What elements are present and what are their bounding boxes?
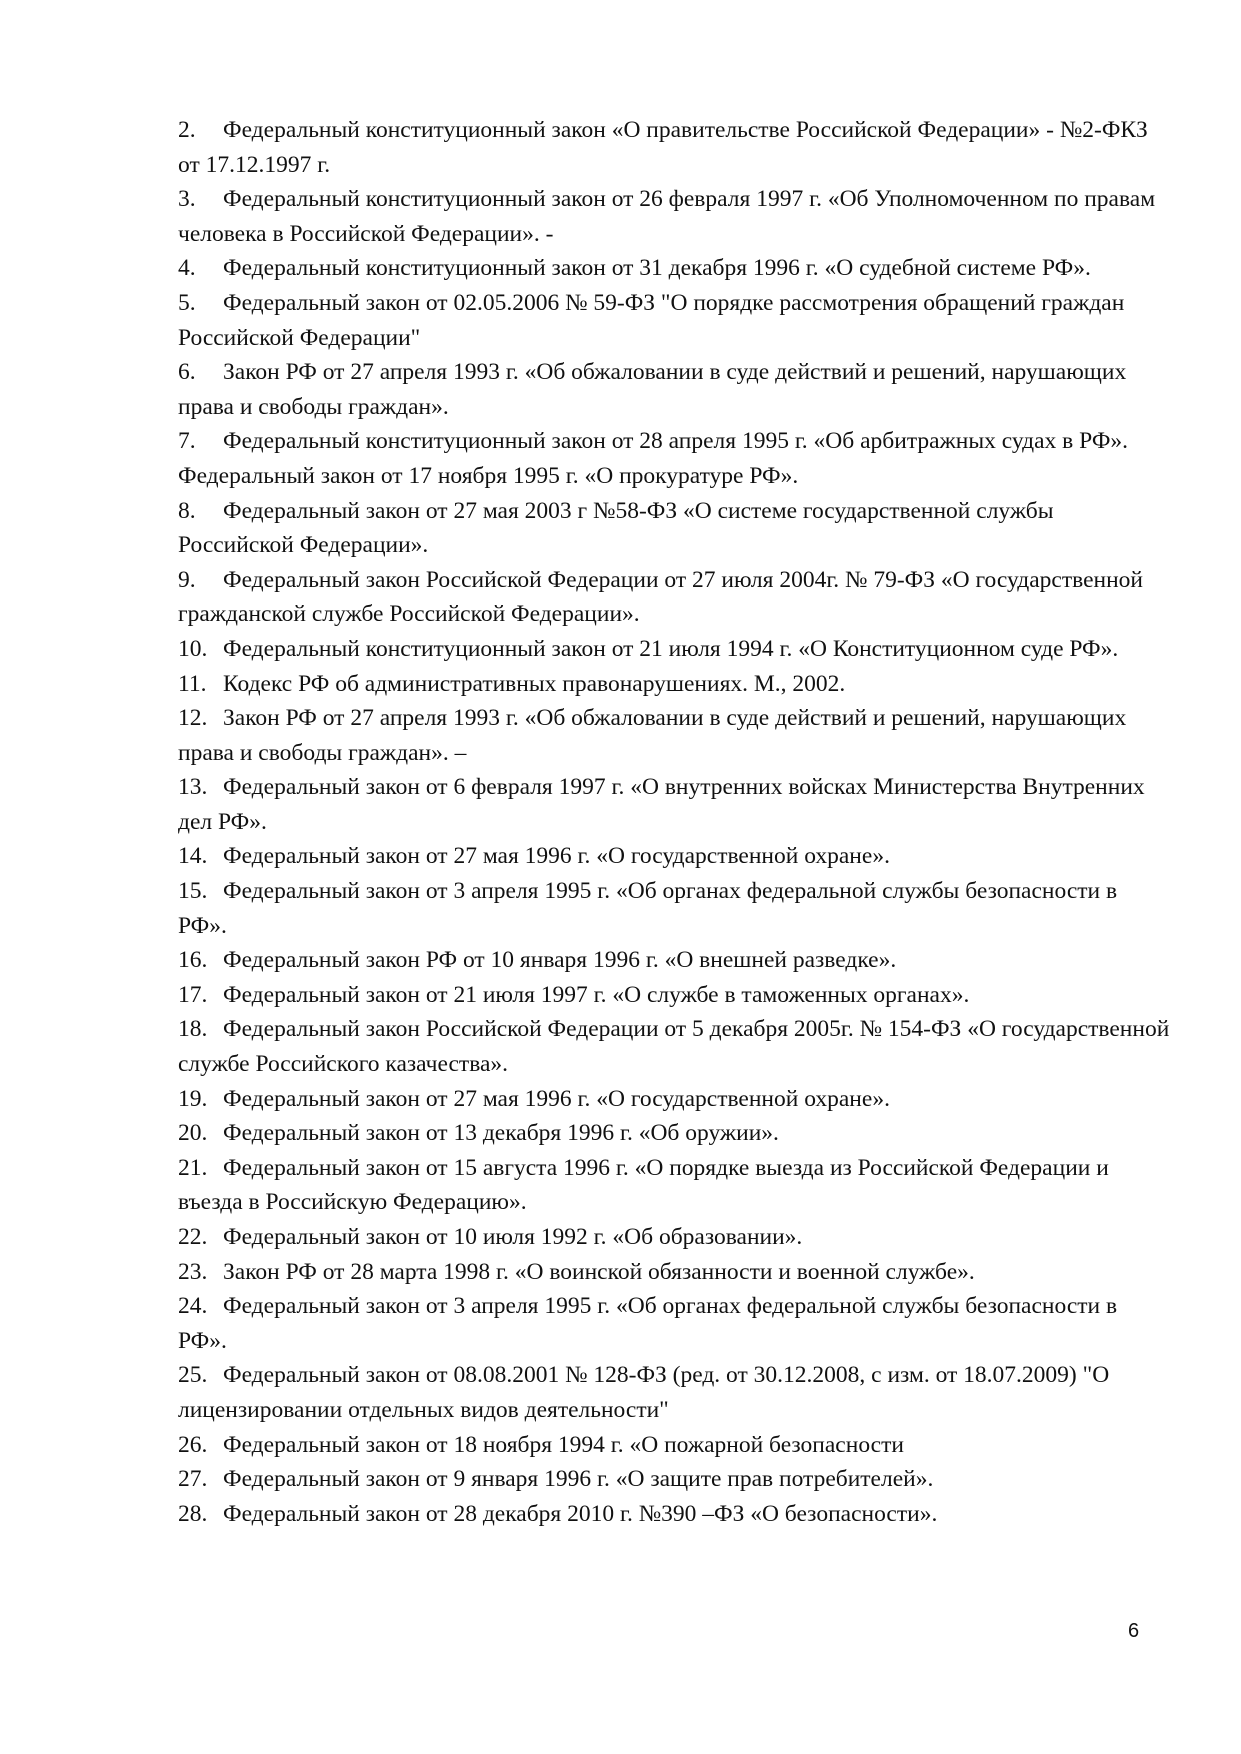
references-list (178, 113, 1170, 1531)
item-number: 4. (178, 255, 196, 282)
item-text: Федеральный закон от 9 января 1996 г. «О защите прав потребителей». (223, 1466, 934, 1493)
list-item (178, 1462, 1170, 1497)
list-item (178, 1497, 1170, 1532)
item-number: 25. (178, 1362, 208, 1389)
item-number: 22. (178, 1224, 208, 1250)
item-number: 16. (178, 947, 208, 974)
item-number: 5. (178, 289, 196, 316)
item-number: 9. (178, 566, 196, 593)
item-number: 23. (178, 1258, 208, 1285)
item-text: Федеральный закон от 21 июля 1997 г. «О службе в таможенных органах». (223, 981, 970, 1008)
list-item (178, 286, 1170, 355)
item-text: Федеральный закон от 13 декабря 1996 г. «Об оружии». (223, 1120, 779, 1147)
list-item (178, 1082, 1170, 1117)
list-item (178, 1289, 1170, 1358)
item-text: Федеральный закон от 28 декабря 2010 г. №390 –ФЗ «О безопасности». (223, 1500, 938, 1527)
item-number: 18. (178, 1016, 208, 1043)
item-text: Федеральный закон Российской Федерации от 27 июля 2004г. № 79-ФЗ «О государственной гражданской службе Российской Федерации». (178, 566, 1143, 628)
item-text: Федеральный закон от 3 апреля 1995 г. «Об органах федеральной службы безопасности в РФ». (178, 878, 1118, 939)
item-text: Федеральный закон РФ от 10 января 1996 г. «О внешней разведке». (223, 947, 897, 974)
item-text: Федеральный закон от 10 июля 1992 г. «Об образовании». (223, 1224, 803, 1250)
list-item (178, 978, 1170, 1013)
item-number: 7. (178, 428, 196, 455)
list-item (178, 563, 1170, 632)
item-text: Закон РФ от 27 апреля 1993 г. «Об обжаловании в суде действий и решений, нарушающих права и свободы граждан». (178, 359, 1127, 420)
list-item (178, 1255, 1170, 1290)
page-number: 6 (1128, 1620, 1140, 1642)
item-number: 17. (178, 981, 208, 1008)
item-number: 3. (178, 186, 196, 213)
list-item (178, 839, 1170, 874)
item-text: Закон РФ от 28 марта 1998 г. «О воинской обязанности и военной службе». (223, 1258, 975, 1285)
item-number: 10. (178, 635, 208, 662)
item-number: 13. (178, 774, 208, 801)
list-item (178, 943, 1170, 978)
item-text: Федеральный закон от 18 ноября 1994 г. «О пожарной безопасности (223, 1431, 904, 1458)
list-item (178, 1012, 1170, 1081)
item-text: Закон РФ от 27 апреля 1993 г. «Об обжаловании в суде действий и решений, нарушающих права и свободы граждан». – (178, 705, 1127, 766)
item-number: 8. (178, 497, 196, 524)
item-text: Федеральный закон от 27 мая 1996 г. «О государственной охране». (223, 843, 890, 870)
item-text: Федеральный закон Российской Федерации от 5 декабря 2005г. № 154-ФЗ «О государственной службе Российского казачества». (178, 1016, 1170, 1078)
item-text: Федеральный конституционный закон от 28 апреля 1995 г. «Об арбитражных судах в РФ». Федеральный закон от 17 ноября 1995 г. «О прокуратуре РФ». (178, 428, 1129, 489)
list-item (178, 355, 1170, 424)
item-number: 6. (178, 359, 196, 386)
list-item (178, 1151, 1170, 1220)
list-item (178, 1116, 1170, 1151)
item-text: Федеральный закон от 15 августа 1996 г. «О порядке выезда из Российской Федерации и въезда в Российскую Федерацию». (178, 1154, 1109, 1216)
item-text: Федеральный закон от 3 апреля 1995 г. «Об органах федеральной службы безопасности в РФ». (178, 1293, 1118, 1354)
list-item (178, 701, 1170, 770)
list-item (178, 1220, 1170, 1255)
item-text: Федеральный закон от 27 мая 2003 г №58-ФЗ «О системе государственной службы Российской Федерации». (178, 497, 1054, 559)
list-item (178, 182, 1170, 251)
item-text: Федеральный закон от 6 февраля 1997 г. «О внутренних войсках Министерства Внутренних дел РФ». (178, 774, 1145, 835)
list-item (178, 1358, 1170, 1427)
list-item (178, 251, 1170, 286)
item-text: Федеральный конституционный закон от 31 декабря 1996 г. «О судебной системе РФ». (223, 255, 1091, 282)
item-number: 12. (178, 705, 208, 732)
item-number: 27. (178, 1466, 208, 1493)
item-number: 26. (178, 1431, 208, 1458)
item-text: Федеральный закон от 02.05.2006 № 59-ФЗ "О порядке рассмотрения обращений граждан Российской Федерации" (178, 289, 1125, 351)
item-text: Федеральный конституционный закон от 21 июля 1994 г. «О Конституционном суде РФ». (223, 635, 1119, 662)
list-item (178, 874, 1170, 943)
list-item (178, 494, 1170, 563)
list-item (178, 113, 1170, 182)
item-number: 11. (178, 670, 207, 697)
list-item (178, 770, 1170, 839)
list-item (178, 632, 1170, 667)
item-text: Федеральный конституционный закон от 26 февраля 1997 г. «Об Уполномоченном по правам человека в Российской Федерации». - (178, 186, 1156, 247)
item-number: 24. (178, 1293, 208, 1320)
item-number: 28. (178, 1500, 208, 1527)
item-text: Кодекс РФ об административных правонарушениях. М., 2002. (223, 670, 846, 697)
list-item (178, 424, 1170, 493)
item-text: Федеральный конституционный закон «О правительстве Российской Федерации» - №2-ФКЗ от 17.12.1997 г. (178, 117, 1148, 178)
item-number: 20. (178, 1120, 208, 1147)
list-item (178, 667, 1170, 702)
item-number: 15. (178, 878, 208, 905)
item-number: 21. (178, 1154, 208, 1181)
item-text: Федеральный закон от 27 мая 1996 г. «О государственной охране». (223, 1085, 890, 1112)
item-text: Федеральный закон от 08.08.2001 № 128-ФЗ (ред. от 30.12.2008, с изм. от 18.07.2009) "О лицензировании отдельных видов деятельности" (178, 1362, 1110, 1423)
item-number: 2. (178, 117, 196, 143)
list-item (178, 1428, 1170, 1463)
item-number: 19. (178, 1085, 208, 1112)
item-number: 14. (178, 843, 208, 870)
